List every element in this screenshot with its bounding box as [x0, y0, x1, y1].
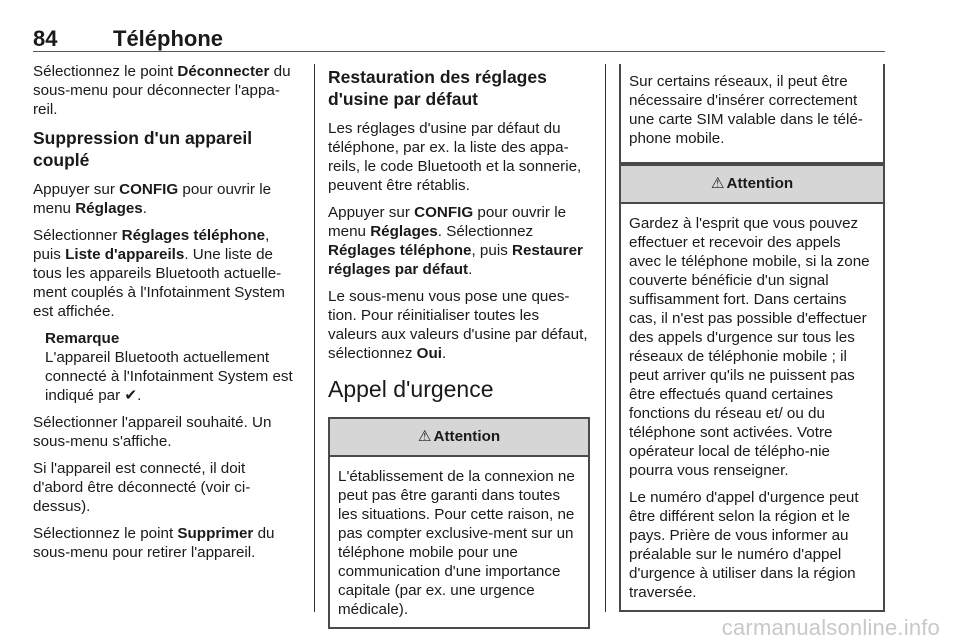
column-divider-right [605, 64, 606, 612]
warning-body [330, 457, 588, 627]
warning-body [621, 204, 883, 610]
warning-icon: ⚠ [710, 175, 725, 192]
warning-title: Attention [726, 175, 794, 192]
paragraph-restore-steps: Appuyer sur CONFIG pour ouvrir le menu Réglages. Sélectionnez Réglages téléphone, puis Restaurer réglages par défaut. [328, 204, 583, 278]
warning-text-network: Gardez à l'esprit que vous pouvez effectuer et recevoir des appels avec le téléphone mobile, si la zone couverte bénéficie d'un signal suffisamment fort. Dans certains cas, il n'est pas possible d'effectuer des appels d'urgence sur tous les réseaux de téléphonie mobile ; il peut arriver qu'ils ne puissent pas être effectués quand certaines fonctions du réseau et/ ou du téléphone sont activées. Votre opérateur local de télépho-nie pourra vous renseigner. [629, 215, 870, 479]
header-rule [33, 51, 885, 52]
column-right [619, 64, 885, 612]
warning-icon: ⚠ [417, 428, 432, 445]
note-text: L'appareil Bluetooth actuellement connecté à l'Infotainment System est indiqué par ✔. [45, 349, 293, 404]
paragraph-disconnect: Sélectionnez le point Déconnecter du sous-menu pour déconnecter l'appa-reil. [33, 63, 291, 118]
paragraph-device-list: Sélectionner Réglages téléphone, puis Liste d'appareils. Une liste de tous les appareils Bluetooth actuelle-ment couplés à l'Infotainment System est affichée. [33, 227, 285, 320]
warning-text-number: Le numéro d'appel d'urgence peut être différent selon la région et le pays. Prière de vous informer au préalable sur le numéro d'appel d'urgence à utiliser dans la région traversée. [629, 489, 859, 601]
page-title: Téléphone [113, 26, 224, 51]
paragraph-confirm-question: Le sous-menu vous pose une ques-tion. Pour réinitialiser toutes les valeurs aux valeurs d'usine par défaut, sélectionnez Oui. [328, 288, 588, 362]
checkmark-icon: ✔ [124, 387, 138, 404]
paragraph-select-device: Sélectionner l'appareil souhaité. Un sous-menu s'affiche. [33, 414, 272, 450]
column-divider-left [314, 64, 315, 612]
warning-text: L'établissement de la connexion ne peut pas être garanti dans toutes les situations. Pour cette raison, ne pas compter exclusive-ment sur un téléphone mobile pour une communication d'une importance capitale (par ex. une urgence médicale). [338, 468, 575, 618]
warning-box-connection [328, 417, 590, 629]
column-middle [328, 62, 590, 629]
page-header [33, 26, 885, 54]
sim-note-text: Sur certains réseaux, il peut être nécessaire d'insérer correctement une carte SIM valable dans le télé-phone mobile. [629, 73, 863, 147]
note-title: Remarque [45, 330, 120, 347]
section-heading-remove-device: Suppression d'un appareil couplé [33, 128, 253, 170]
warning-header [330, 419, 588, 457]
sim-note-box [619, 64, 885, 164]
paragraph-config: Appuyer sur CONFIG pour ouvrir le menu Réglages. [33, 181, 272, 217]
warning-title: Attention [433, 428, 501, 445]
page-number: 84 [33, 26, 58, 51]
column-left [33, 62, 299, 570]
paragraph-factory-intro: Les réglages d'usine par défaut du téléphone, par ex. la liste des appa-reils, le code Bluetooth et la sonnerie, peuvent être rétablis. [328, 120, 582, 194]
watermark: carmanualsonline.info [721, 615, 940, 640]
section-heading-factory-reset: Restauration des réglages d'usine par défaut [328, 67, 547, 109]
warning-header [621, 166, 883, 204]
paragraph-delete: Sélectionnez le point Supprimer du sous-menu pour retirer l'appareil. [33, 525, 275, 561]
note-box [33, 329, 299, 405]
warning-box-emergency [619, 164, 885, 612]
section-title-emergency-call: Appel d'urgence [328, 376, 494, 402]
paragraph-connected-device: Si l'appareil est connecté, il doit d'abord être déconnecté (voir ci-dessus). [33, 460, 251, 515]
